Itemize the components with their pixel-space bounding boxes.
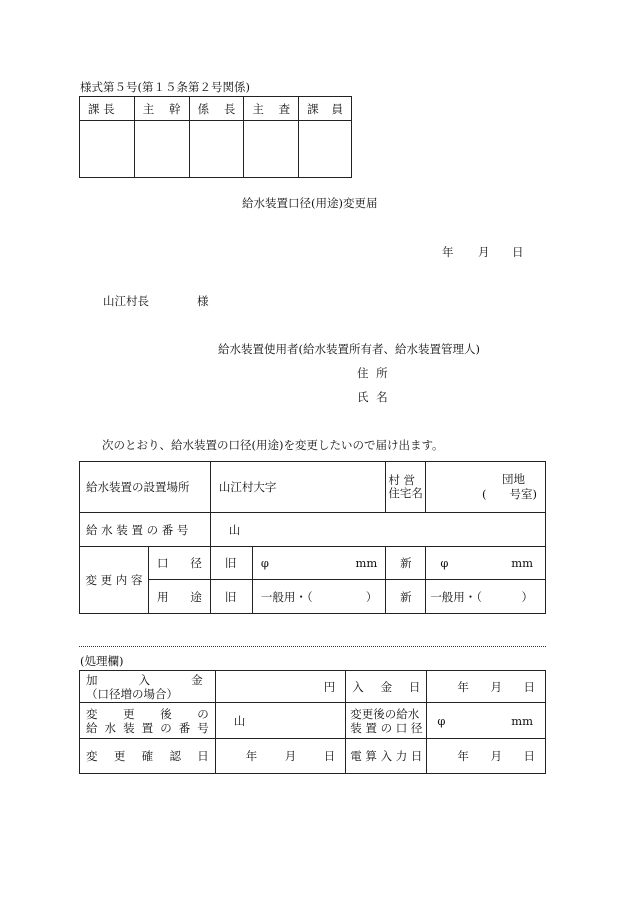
- device-number-label-cell: [80, 513, 211, 547]
- receipt-month: 月: [490, 679, 502, 694]
- village-housing-label-2: 住宅名: [388, 486, 423, 500]
- name-label: 氏 名: [357, 390, 390, 404]
- usage-new-value-cell[interactable]: [426, 580, 546, 614]
- addressee-honorific: 様: [197, 294, 209, 308]
- location-value-cell[interactable]: [210, 462, 385, 513]
- after-number-value: 山: [233, 713, 246, 728]
- after-diameter-value-cell[interactable]: [427, 703, 546, 739]
- usage-new-close: ）: [521, 589, 533, 604]
- input-label-cell: [346, 739, 427, 774]
- form-title: 給水装置口径(用途)変更届: [242, 196, 378, 210]
- device-number-label: 給 水 装 置 の 番 号: [86, 522, 189, 537]
- diameter-old-value-cell[interactable]: [252, 547, 386, 580]
- device-number-value-cell[interactable]: [210, 513, 545, 547]
- village-housing-label-cell: [386, 462, 426, 513]
- payment-value-cell[interactable]: [215, 671, 345, 703]
- applicant-role: 給水装置使用者(給水装置所有者、給水装置管理人): [218, 342, 480, 356]
- diameter-new-phi: φ: [440, 556, 449, 570]
- receipt-label-cell: [346, 671, 427, 703]
- usage-old-close: ）: [365, 589, 378, 604]
- village-housing-label-1: 村 営: [388, 473, 415, 487]
- yen-label: 円: [323, 679, 336, 694]
- usage-label: 用 途: [148, 580, 210, 614]
- diameter-old-mm: mm: [355, 556, 378, 570]
- approval-stamp-5[interactable]: [299, 121, 352, 178]
- receipt-year: 年: [457, 679, 469, 694]
- approval-stamp-3[interactable]: [189, 121, 244, 178]
- input-month: 月: [490, 749, 502, 763]
- change-label: 変 更 内 容: [85, 573, 143, 587]
- approval-stamp-4[interactable]: [244, 121, 299, 178]
- after-number-value-cell[interactable]: [215, 703, 345, 739]
- confirm-month: 月: [284, 749, 297, 763]
- after-number-label-cell: [80, 703, 216, 739]
- usage-old-value-cell[interactable]: [252, 580, 386, 614]
- date-day: 日: [512, 245, 524, 259]
- receipt-label: 入 金 日: [352, 679, 421, 694]
- payment-label-cell: [80, 671, 216, 703]
- confirm-label: 変 更 確 認 日: [86, 749, 209, 763]
- diameter-old-phi: φ: [260, 556, 269, 570]
- danchi-label: 団地: [502, 472, 525, 486]
- dotted-separator: [79, 646, 546, 647]
- form-number: 様式第５号(第１５条第２号関係): [80, 80, 250, 94]
- device-number-value: 山: [228, 522, 241, 537]
- approval-head-1-label: 課 長: [88, 101, 115, 116]
- diameter-new-label: 新: [386, 547, 426, 580]
- after-diameter-mm: mm: [511, 713, 533, 728]
- after-number-label-2: 給 水 装 置 の 番 号: [86, 720, 209, 735]
- input-year: 年: [457, 749, 469, 763]
- date-month: 月: [478, 245, 490, 259]
- confirm-year: 年: [245, 749, 258, 763]
- address-label: 住 所: [357, 366, 390, 380]
- location-value: 山江村大字: [218, 480, 277, 494]
- after-number-label-1: 変 更 後 の: [86, 706, 209, 721]
- diameter-label: 口 径: [148, 547, 210, 580]
- input-date-cell[interactable]: [427, 739, 546, 774]
- location-label-cell: [80, 462, 211, 513]
- processing-heading: (処理欄): [80, 654, 124, 668]
- confirm-date-cell[interactable]: [215, 739, 345, 774]
- usage-old-label: 旧: [210, 580, 252, 614]
- change-label-cell: [80, 547, 149, 614]
- input-day: 日: [523, 749, 535, 763]
- intro-text: 次のとおり、給水装置の口径(用途)を変更したいので届け出ます。: [102, 438, 444, 452]
- location-label: 給水装置の設置場所: [86, 480, 190, 494]
- diameter-new-mm: mm: [511, 556, 533, 570]
- main-table: [79, 461, 546, 614]
- after-diameter-label-1: 変更後の給水: [350, 706, 420, 721]
- approval-stamp-1[interactable]: [80, 121, 135, 178]
- confirm-label-cell: [80, 739, 216, 774]
- usage-new-label: 新: [386, 580, 426, 614]
- after-diameter-phi: φ: [437, 713, 446, 728]
- approval-head-5: 課 員: [299, 97, 352, 121]
- approval-stamp-2[interactable]: [134, 121, 189, 178]
- payment-label-2: （口径増の場合）: [86, 686, 178, 701]
- confirm-day: 日: [323, 749, 336, 763]
- after-diameter-label-2: 装 置 の 口 径: [350, 720, 423, 735]
- diameter-new-value-cell[interactable]: [426, 547, 546, 580]
- approval-head-2: 主 幹: [134, 97, 189, 121]
- receipt-day: 日: [523, 679, 535, 694]
- approval-head-3: 係 長: [189, 97, 244, 121]
- date-year: 年: [442, 245, 454, 259]
- after-diameter-label-cell: [346, 703, 427, 739]
- approval-head-4: 主 査: [244, 97, 299, 121]
- payment-label-1: 加 入 金: [86, 672, 203, 687]
- approval-head-1: [80, 97, 135, 121]
- addressee-name: 山江村長: [103, 294, 149, 308]
- usage-old-general: 一般用・（: [260, 589, 313, 604]
- usage-new-general: 一般用・（: [430, 589, 483, 604]
- room-label: ( 号室): [482, 487, 537, 501]
- approval-stamp-table: [79, 96, 352, 178]
- processing-table: [79, 670, 546, 774]
- village-housing-value-cell[interactable]: [426, 462, 546, 513]
- diameter-old-label: 旧: [210, 547, 252, 580]
- input-label: 電 算 入 力 日: [350, 749, 423, 763]
- receipt-date-cell[interactable]: [427, 671, 546, 703]
